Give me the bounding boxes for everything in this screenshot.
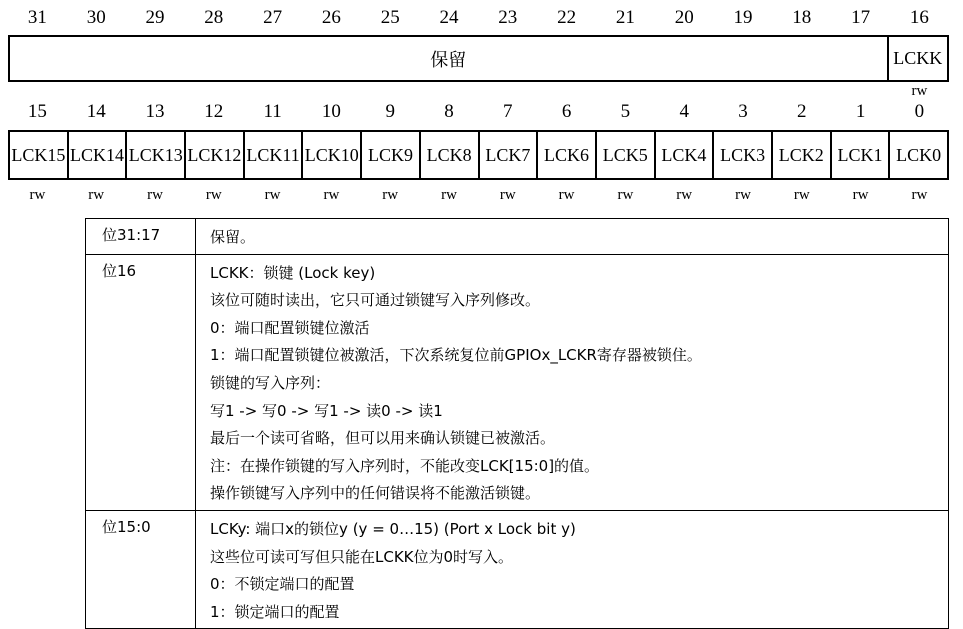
bit-number: 0 [914, 101, 925, 122]
bit-number: 15 [27, 101, 47, 122]
access-label: rw [617, 187, 634, 203]
description-line: 保留。 [210, 228, 256, 246]
access-label: rw [499, 187, 516, 203]
lck-field: LCK14 [69, 132, 128, 178]
bit-number: 7 [503, 101, 513, 122]
lck-field: LCK7 [480, 132, 539, 178]
access-label: rw [147, 187, 163, 203]
description-cell [196, 254, 949, 510]
bit-number: 28 [204, 7, 224, 28]
bit-number: 8 [444, 101, 454, 122]
bit-number: 5 [620, 101, 631, 122]
bit-number: 24 [439, 7, 459, 28]
bit-number: 25 [380, 7, 400, 28]
bit-number: 11 [263, 101, 282, 122]
register-low-half [8, 130, 949, 180]
bit-number: 16 [909, 7, 929, 28]
bit-number: 6 [561, 101, 572, 122]
bit-number: 22 [557, 7, 577, 28]
bit-number: 4 [679, 101, 689, 122]
bit-number: 3 [738, 101, 748, 122]
lckk-access: rw [911, 83, 928, 99]
lck-field: LCK12 [186, 132, 245, 178]
access-label: rw [323, 187, 340, 203]
bit-number: 12 [204, 101, 224, 122]
description-line: 写1 -> 写0 -> 写1 -> 读0 -> 读1 [210, 401, 443, 420]
lck-field: LCK1 [832, 132, 891, 178]
access-label: rw [264, 187, 281, 203]
lck-field: LCK5 [597, 132, 656, 178]
description-cell [196, 510, 949, 628]
lck-field: LCK3 [714, 132, 773, 178]
reserved-field: 保留 [10, 37, 889, 80]
description-line: 这些位可读可写但只能在LCKK位为0时写入。 [210, 547, 514, 566]
access-label: rw [911, 187, 928, 203]
lck-field: LCK0 [896, 144, 942, 165]
access-label: rw [441, 187, 457, 203]
lckk-field: LCKK [893, 48, 943, 68]
bit-number: 14 [86, 101, 106, 122]
access-label: rw [29, 187, 46, 203]
bit-range-cell: 位16 [86, 254, 196, 510]
bit-number: 26 [321, 7, 341, 28]
access-label: rw [852, 187, 869, 203]
access-label: rw [382, 187, 399, 203]
access-label: rw [793, 187, 810, 203]
bit-number: 29 [145, 7, 165, 28]
lck-field: LCK8 [421, 132, 480, 178]
lck-field: LCK2 [773, 132, 832, 178]
description-line: 1：锁定端口的配置 [210, 602, 340, 621]
description-line: 0：端口配置锁键位激活 [210, 318, 370, 337]
description-line: 锁键的写入序列： [210, 373, 331, 392]
description-line: 1：端口配置锁键位被激活，下次系统复位前GPIOx_LCKR寄存器被锁住。 [210, 346, 702, 365]
lck-field: LCK15 [10, 132, 69, 178]
bit-range-cell: 位15:0 [86, 510, 196, 628]
bit-number: 13 [145, 101, 165, 122]
table-row [86, 254, 949, 510]
access-label: rw [205, 187, 222, 203]
lck-field: LCK13 [127, 132, 186, 178]
register-high-half [8, 35, 949, 82]
lck-field: LCK4 [656, 132, 715, 178]
access-label: rw [558, 187, 575, 203]
description-line: 0：不锁定端口的配置 [210, 575, 355, 594]
description-line: LCKy: 端口x的锁位y (y = 0…15) (Port x Lock bit y) [210, 519, 576, 538]
bit-number: 21 [615, 7, 635, 28]
access-label: rw [735, 187, 751, 203]
bit-description-table [85, 218, 949, 629]
description-line: 操作锁键写入序列中的任何错误将不能激活锁键。 [210, 484, 541, 503]
bit-number: 18 [792, 7, 812, 28]
bit-number: 1 [855, 101, 866, 122]
description-line: LCKK：锁键 (Lock key) [210, 263, 376, 282]
bit-number: 30 [86, 7, 106, 28]
bit-number: 27 [263, 7, 283, 28]
description-cell [196, 219, 949, 255]
table-row [86, 219, 949, 255]
description-line: 最后一个读可省略，但可以用来确认锁键已被激活。 [210, 429, 556, 448]
table-row [86, 510, 949, 628]
lck-field: LCK6 [538, 132, 597, 178]
lck-field: LCK10 [303, 132, 362, 178]
access-label: rw [676, 187, 693, 203]
bit-number: 9 [385, 101, 395, 122]
lck-field: LCK9 [362, 132, 421, 178]
bit-number: 31 [27, 7, 47, 28]
bit-number: 17 [851, 7, 871, 28]
bit-number: 2 [797, 101, 807, 122]
bit-number: 19 [733, 7, 753, 28]
bit-number: 20 [674, 7, 694, 28]
description-line: 注：在操作锁键的写入序列时，不能改变LCK[15:0]的值。 [210, 456, 600, 475]
bit-range-cell: 位31:17 [86, 219, 196, 255]
bit-number: 23 [498, 7, 518, 28]
bit-number: 10 [321, 101, 341, 122]
lck-field: LCK11 [245, 132, 304, 178]
description-line: 该位可随时读出，它只可通过锁键写入序列修改。 [210, 291, 541, 310]
access-label: rw [88, 187, 105, 203]
